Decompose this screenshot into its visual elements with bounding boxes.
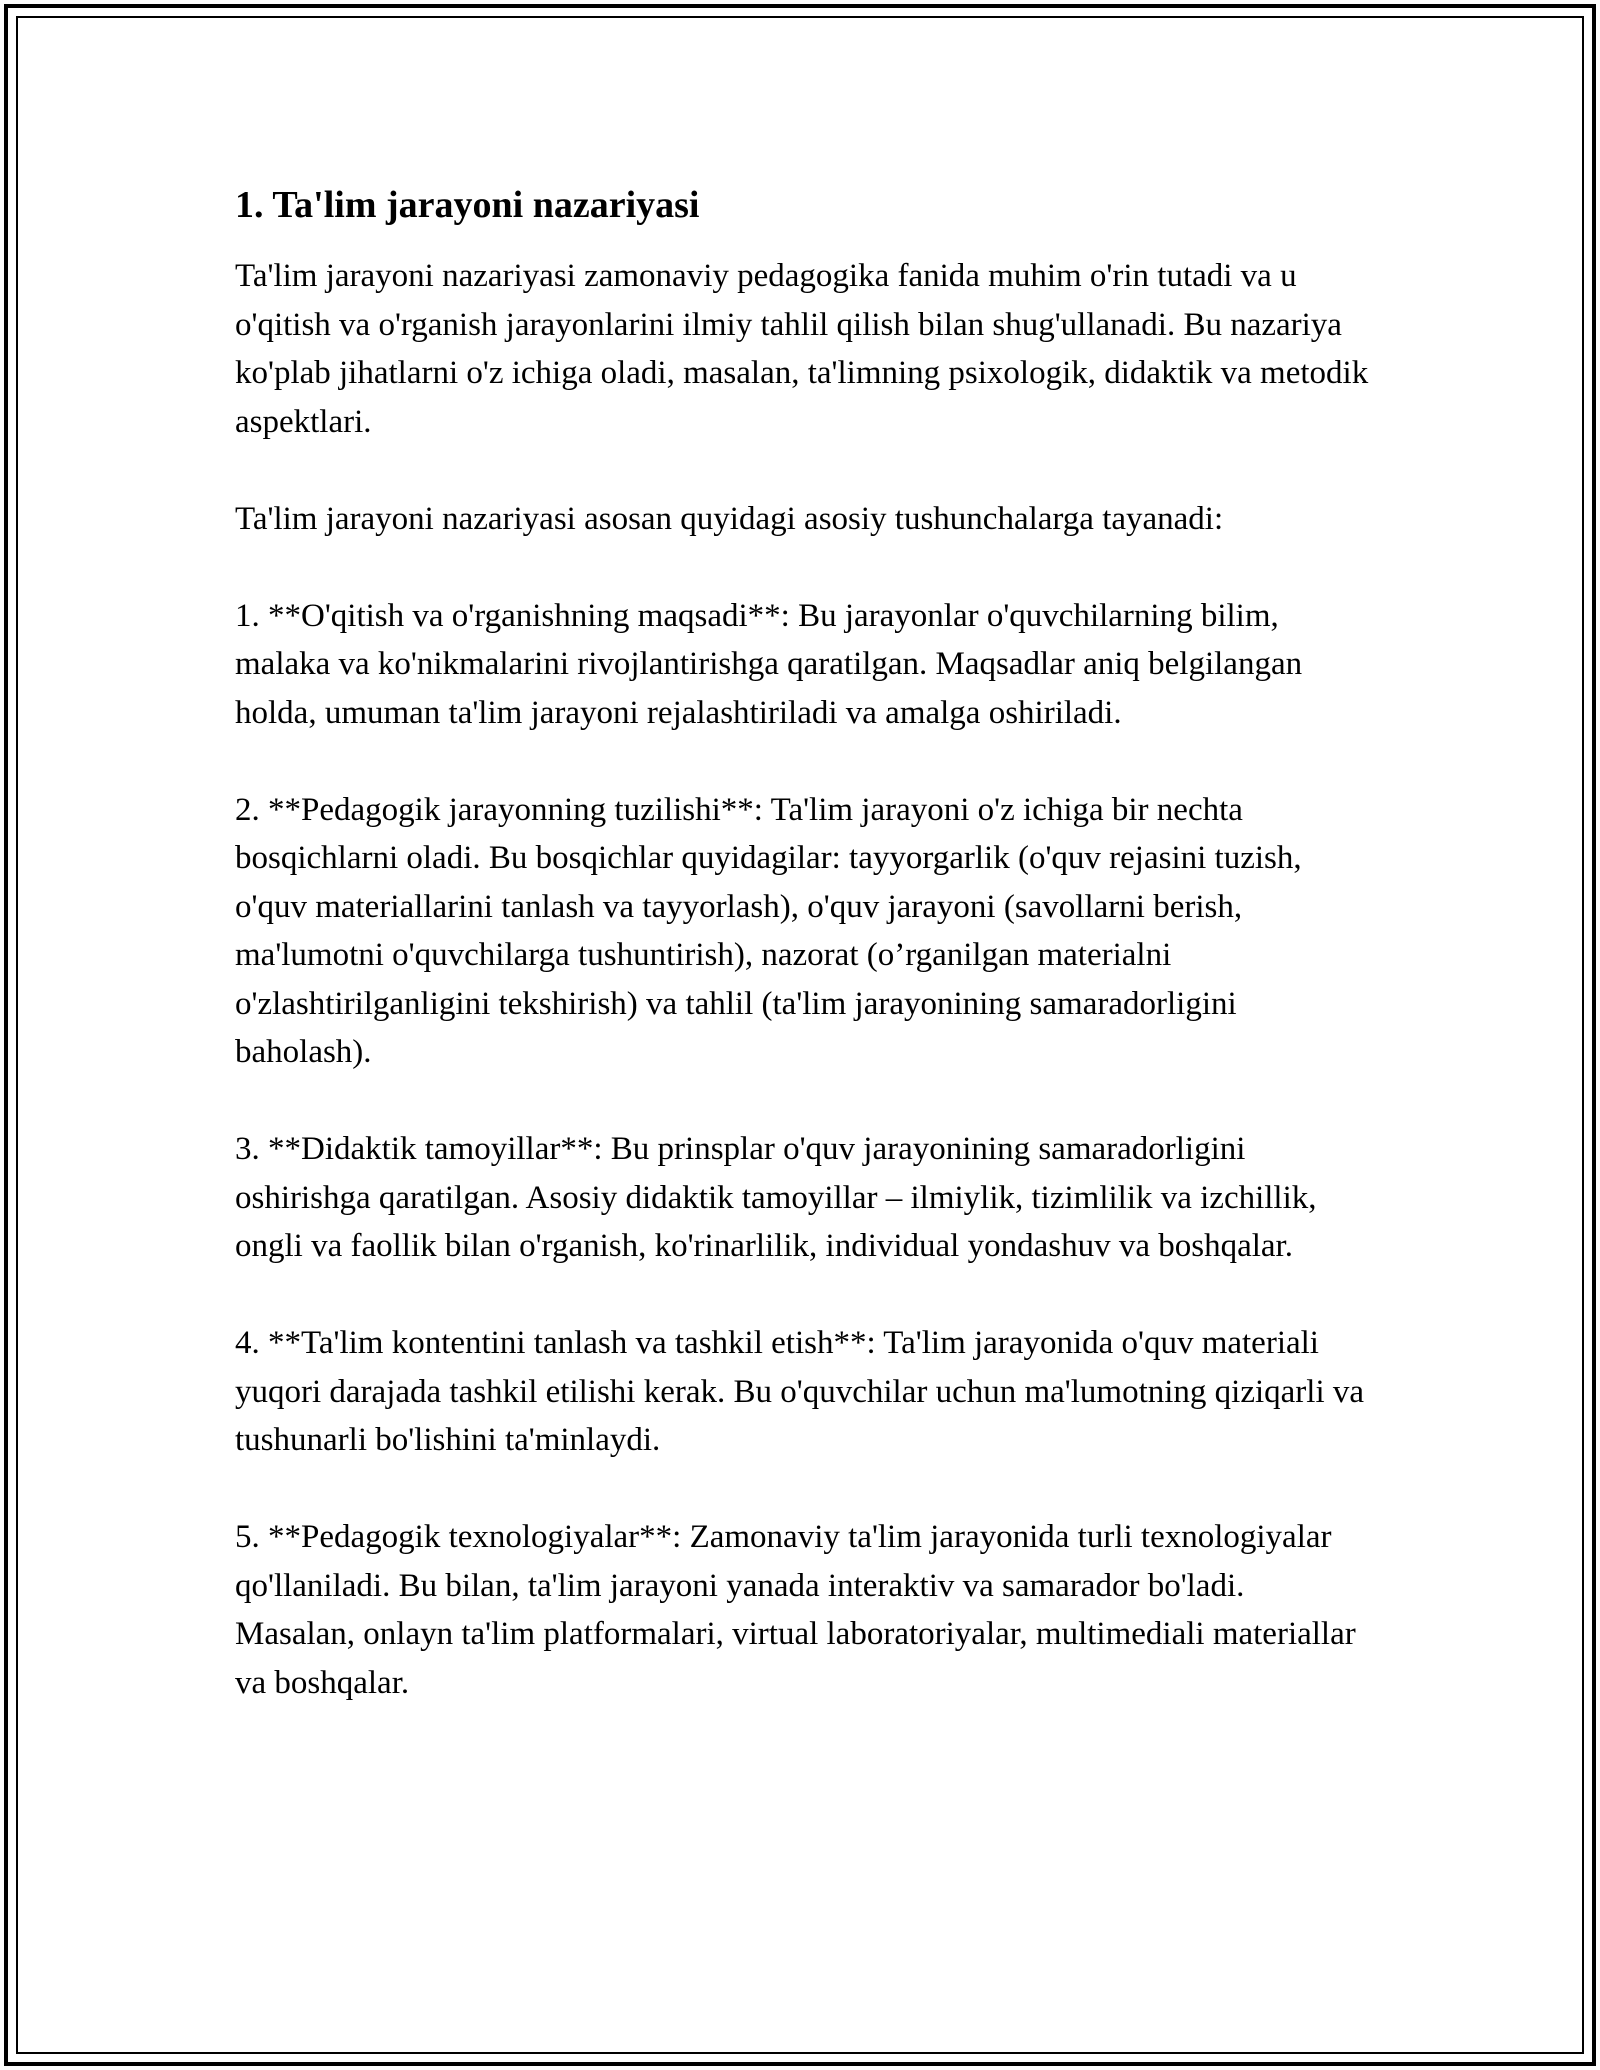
list-item-5: 5. **Pedagogik texnologiyalar**: Zamonaviy ta'lim jarayonida turli texnologiyalar qo'llaniladi. Bu bilan, ta'lim jarayoni yanada interaktiv va samarador bo'ladi. Masalan, onlayn ta'lim platformalari, virtual laboratoriyalar, multimediali materiallar va boshqalar. [235, 1519, 1356, 1701]
list-item-4: 4. **Ta'lim kontentini tanlash va tashkil etish**: Ta'lim jarayonida o'quv materiali yuqori darajada tashkil etilishi kerak. Bu o'quvchilar uchun ma'lumotning qiziqarli va tushunarli bo'lishini ta'minlaydi. [235, 1325, 1365, 1458]
concepts-lead-paragraph: Ta'lim jarayoni nazariyasi asosan quyidagi asosiy tushunchalarga tayanadi: [235, 500, 1224, 537]
section-heading: 1. Ta'lim jarayoni nazariyasi [235, 184, 700, 226]
list-item-1: 1. **O'qitish va o'rganishning maqsadi**: Bu jarayonlar o'quvchilarning bilim, malaka va ko'nikmalarini rivojlantirishga qaratilgan. Maqsadlar aniq belgilangan holda, umuman ta'lim jarayoni rejalashtiriladi va amalga oshiriladi. [235, 597, 1303, 731]
list-item-2: 2. **Pedagogik jarayonning tuzilishi**: Ta'lim jarayoni o'z ichiga bir nechta bosqichlarni oladi. Bu bosqichlar quyidagilar: tayyorgarlik (o'quv rejasini tuzish, o'quv materiallarini tanlash va tayyorlash), o'quv jarayoni (savollarni berish, ma'lumotni o'quvchilarga tushuntirish), nazorat (o’rganilgan materialni o'zlashtirilganligini tekshirish) va tahlil (ta'lim jarayonining samaradorligini baholash). [235, 791, 1302, 1070]
document-body [235, 180, 1370, 1756]
list-item-3: 3. **Didaktik tamoyillar**: Bu prinsplar o'quv jarayonining samaradorligini oshirishga qaratilgan. Asosiy didaktik tamoyillar – ilmiylik, tizimlilik va izchillik, ongli va faollik bilan o'rganish, ko'rinarlilik, individual yondashuv va boshqalar. [235, 1131, 1317, 1264]
intro-paragraph: Ta'lim jarayoni nazariyasi zamonaviy pedagogika fanida muhim o'rin tutadi va u o'qitish va o'rganish jarayonlarini ilmiy tahlil qilish bilan shug'ullanadi. Bu nazariya ko'plab jihatlarni o'z ichiga oladi, masalan, ta'limning psixologik, didaktik va metodik aspektlari. [235, 258, 1369, 440]
